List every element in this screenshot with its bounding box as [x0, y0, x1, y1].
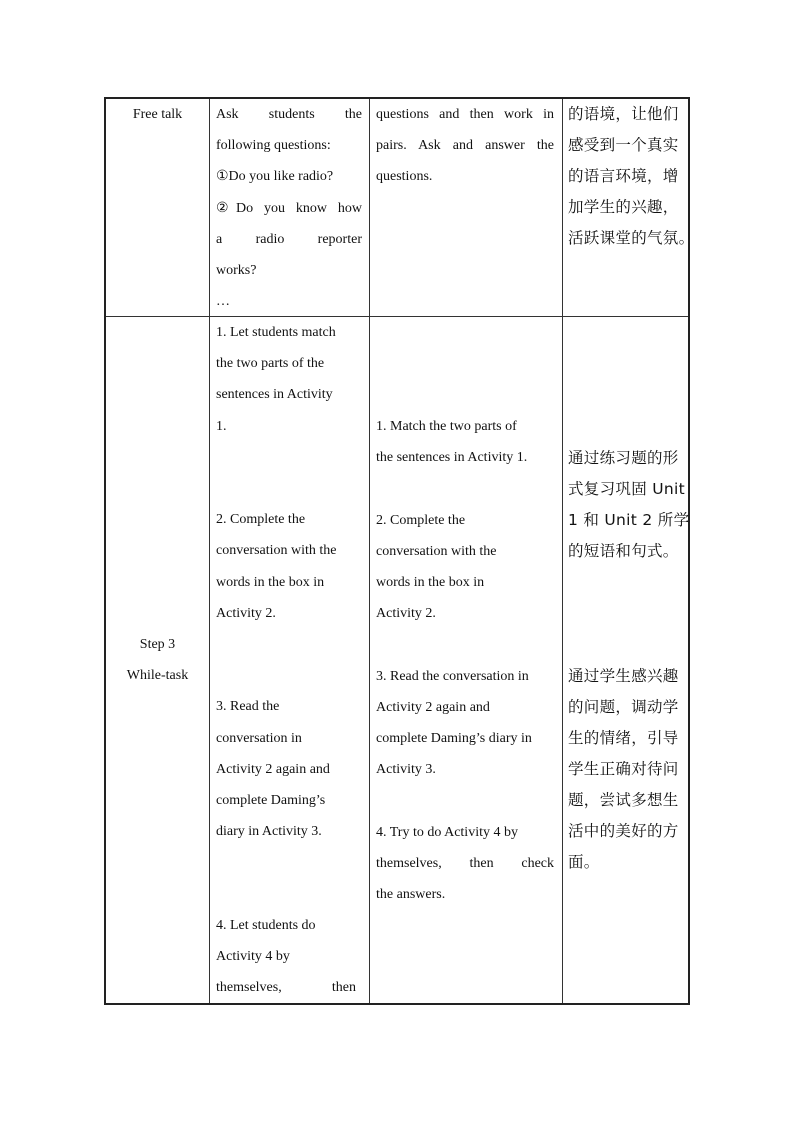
text-line: complete Daming’s: [216, 792, 326, 808]
text-line: 生的情绪，引导: [568, 728, 679, 747]
text-line: 学生正确对待问: [568, 759, 679, 778]
text-line: Activity 2 again and: [376, 699, 490, 715]
cell-purpose-free-talk: [568, 99, 695, 254]
text-line: questions.: [376, 169, 433, 185]
text-line: 加学生的兴趣，: [568, 198, 679, 216]
text-line: ②Do you know how: [216, 200, 362, 216]
text-line: sentences in Activity: [216, 387, 333, 403]
text-line: conversation in: [216, 730, 302, 746]
text-line: 的语言环境，增: [568, 167, 679, 185]
text-line: 3. Read the conversation in: [376, 668, 529, 684]
text-line: themselves, then check: [376, 855, 554, 871]
text-line: the answers.: [376, 887, 446, 902]
text-line: 题，尝试多想生: [568, 790, 679, 809]
text-line: 2. Complete the: [216, 512, 306, 528]
text-line: Activity 2.: [216, 605, 276, 621]
text-line: works?: [216, 263, 257, 279]
text-line: 1.: [216, 418, 227, 434]
text-line: 的语境，让他们: [568, 105, 679, 123]
text-line: a radio reporter: [216, 231, 362, 247]
text-line: conversation with the: [376, 543, 497, 559]
text-line: 1 和 Unit 2 所学: [568, 511, 690, 529]
text-line: questions and then work in: [376, 107, 554, 122]
text-line: words in the box in: [216, 574, 325, 590]
text-line: Activity 4 by: [216, 948, 290, 964]
column-divider-2: [369, 99, 370, 1003]
column-divider-3: [562, 99, 563, 1003]
text-line: Activity 2 again and: [216, 761, 330, 777]
text-line: 活跃课堂的气氛。: [568, 229, 695, 247]
text-line: pairs. Ask and answer the: [376, 138, 554, 154]
text-line: the sentences in Activity 1.: [376, 450, 528, 466]
text-line: Activity 2.: [376, 606, 436, 622]
cell-teacher-free-talk: [216, 99, 362, 317]
cell-purpose-while-task: [568, 443, 692, 878]
cell-teacher-while-task: [216, 317, 356, 1003]
text-line: 式复习巩固 Unit: [568, 480, 685, 498]
text-line: 感受到一个真实: [568, 136, 679, 154]
cell-stage-while-task: [106, 629, 209, 691]
text-line: the two parts of the: [216, 356, 325, 372]
text-line: 3. Read the: [216, 699, 280, 715]
text-line: words in the box in: [376, 575, 485, 590]
cell-students-while-task: [376, 411, 554, 910]
text-line: following questions:: [216, 138, 331, 154]
column-divider-1: [209, 99, 210, 1003]
lesson-plan-table: [104, 97, 695, 1005]
text-line: 2. Complete the: [376, 512, 466, 528]
text-line: 的短语和句式。: [568, 542, 679, 560]
cell-stage-free-talk: [106, 99, 209, 130]
row-divider: [106, 316, 688, 317]
text-line: diary in Activity 3.: [216, 824, 322, 840]
stage-label: Step 3: [139, 637, 176, 652]
text-line: 1. Let students match: [216, 325, 336, 340]
text-line: themselves, then: [216, 980, 356, 996]
text-line: 1. Match the two parts of: [376, 419, 517, 434]
text-line: …: [216, 294, 230, 310]
text-line: conversation with the: [216, 543, 337, 559]
text-line: Ask students the: [216, 107, 362, 122]
cell-students-free-talk: [376, 99, 554, 193]
text-line: Activity 3.: [376, 762, 436, 778]
text-line: 4. Let students do: [216, 917, 316, 933]
stage-label: While-task: [126, 668, 189, 684]
text-line: 通过学生感兴趣: [568, 666, 679, 685]
text-line: 的问题，调动学: [568, 697, 679, 716]
text-line: ①Do you like radio?: [216, 169, 334, 185]
text-line: 活中的美好的方: [568, 821, 679, 840]
text-line: 面。: [568, 852, 600, 871]
text-line: 通过练习题的形: [568, 449, 679, 467]
stage-label: Free talk: [132, 107, 183, 122]
text-line: complete Daming’s diary in: [376, 731, 532, 746]
text-line: 4. Try to do Activity 4 by: [376, 824, 518, 840]
